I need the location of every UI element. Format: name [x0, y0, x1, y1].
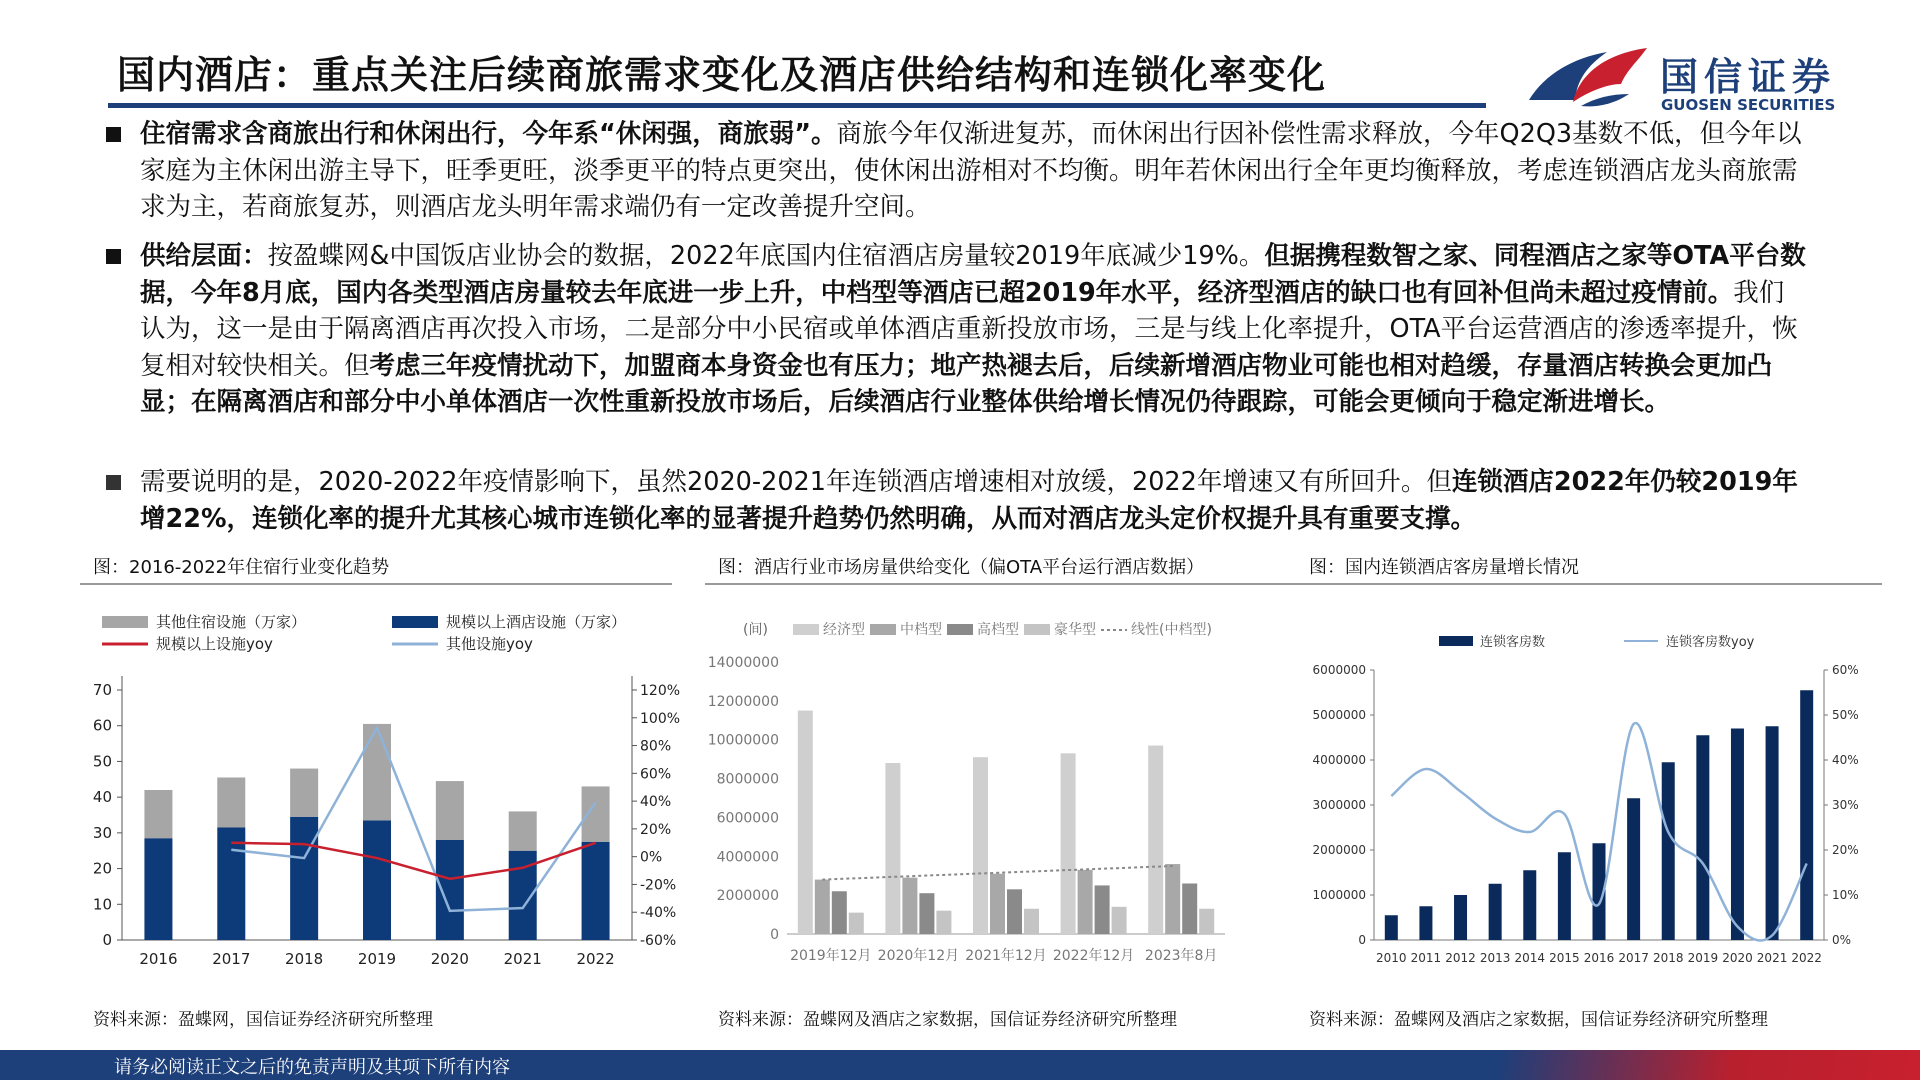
y2-tick-label: -20% — [640, 877, 677, 894]
text-segment: 考虑三年疫情扰动下，加盟商本身资金也有压力；地产热褪去后，后续新增酒店物业可能也相对趋缓，存量酒店转换会更加凸显；在隔离酒店和部分中小单体酒店一次性重新投放市场后，后续酒店行业整体供给增长情况仍待跟踪，可能会更倾向于稳定渐进增长。 — [140, 350, 1773, 417]
x-tick-label: 2013 — [1479, 951, 1511, 965]
y2-tick-label: 60% — [640, 766, 672, 783]
chart-room-supply — [705, 600, 1295, 985]
y2-tick-label: 40% — [640, 794, 672, 811]
text-segment: 供给层面： — [140, 241, 268, 271]
bullet-square-icon — [106, 249, 121, 264]
bar-高档型 — [832, 891, 847, 934]
y-tick-label: 6000000 — [716, 810, 779, 827]
bar-chain-rooms — [1731, 729, 1744, 941]
bar-other-facilities — [363, 724, 391, 820]
bar-高档型 — [1095, 885, 1110, 934]
bar-other-facilities — [217, 778, 245, 828]
logo-text-cn: 国信证券 — [1660, 55, 1837, 99]
y-tick-label: 4000000 — [716, 849, 779, 866]
y-tick-label: 2000000 — [1312, 843, 1366, 857]
bar-豪华型 — [1112, 907, 1127, 934]
paragraph-demand — [106, 116, 1806, 226]
footer-accent — [1500, 1050, 1920, 1080]
text-segment: 连锁酒店2022年仍较2019年增22%，连锁化率的提升尤其核心城市连锁化率的显著提升趋势仍然明确，从而对酒店龙头定价权提升具有重要支撑。 — [140, 467, 1798, 534]
y-tick-label: 60 — [92, 716, 112, 735]
y-tick-label: 3000000 — [1312, 798, 1366, 812]
chart3-source: 资料来源：盈蝶网及酒店之家数据，国信证券经济研究所整理 — [1309, 1010, 1768, 1030]
y-tick-label: 0 — [1358, 933, 1366, 947]
text-segment: 但据携程数智之家、同程酒店之家等OTA平台数据，今年8月底，国内各类型酒店房量较去年底进一步上升，中档型等酒店已超2019年水平，经济型酒店的缺口也有回补但尚未超过疫情前。 — [140, 241, 1806, 308]
bar-中档型 — [815, 880, 830, 934]
bar-经济型 — [885, 763, 900, 934]
x-tick-label: 2015 — [1549, 951, 1580, 965]
y-tick-label: 1000000 — [1312, 888, 1366, 902]
legend-swatch — [102, 616, 148, 628]
y2-tick-label: 20% — [640, 821, 672, 838]
chart1-divider — [80, 583, 672, 585]
y-tick-label: 8000000 — [716, 771, 779, 788]
chart1-caption: 图：2016-2022年住宿行业变化趋势 — [93, 557, 390, 578]
bar-高档型 — [919, 893, 934, 934]
y2-tick-label: 80% — [640, 738, 672, 755]
y-tick-label: 14000000 — [707, 655, 779, 671]
legend-swatch — [1439, 636, 1473, 646]
legend-label: 高档型 — [977, 622, 1019, 638]
legend-label: 其他设施yoy — [446, 635, 533, 653]
bar-经济型 — [973, 757, 988, 934]
bar-高档型 — [1182, 883, 1197, 934]
y2-tick-label: 0% — [1832, 933, 1852, 947]
text-segment: 需要说明的是，2020-2022年疫情影响下，虽然2020-2021年连锁酒店增速相对放缓，2022年增速又有所回升。但 — [140, 467, 1452, 497]
bar-other-facilities — [582, 786, 610, 841]
x-tick-label: 2018 — [1652, 951, 1684, 965]
legend-label: 连锁客房数yoy — [1666, 635, 1755, 650]
x-tick-label: 2014 — [1514, 951, 1546, 965]
x-tick-label: 2016 — [1583, 951, 1615, 965]
bar-中档型 — [990, 874, 1005, 934]
legend-swatch — [392, 616, 438, 628]
y-tick-label: 4000000 — [1312, 753, 1366, 767]
x-tick-label: 2019 — [357, 950, 397, 968]
x-tick-label: 2022 — [1791, 951, 1822, 965]
bar-hotel-facilities — [436, 840, 464, 940]
bar-高档型 — [1007, 889, 1022, 934]
paragraph-text — [140, 238, 1806, 421]
bar-中档型 — [902, 878, 917, 934]
legend-label: 规模以上酒店设施（万家） — [446, 613, 627, 631]
y2-tick-label: 0% — [640, 849, 663, 866]
bar-chain-rooms — [1766, 726, 1779, 940]
bar-hotel-facilities — [363, 820, 391, 940]
guosen-logo-icon — [1525, 40, 1655, 120]
bar-chain-rooms — [1627, 798, 1640, 940]
x-tick-label: 2016 — [139, 950, 178, 968]
bar-中档型 — [1078, 870, 1093, 934]
x-tick-label: 2022 — [576, 950, 615, 968]
x-tick-label: 2017 — [1618, 951, 1649, 965]
text-segment: 我们认为，这一是由于隔离酒店再次投入市场，二是部分中小民宿或单体酒店重新投放市场，三是与线上化率提升，OTA平台运营酒店的渗透率提升，恢复相对较快相关。但 — [140, 277, 1798, 381]
y-tick-label: 10 — [92, 895, 112, 914]
y2-tick-label: -40% — [640, 905, 677, 922]
chart2-source: 资料来源：盈蝶网及酒店之家数据，国信证券经济研究所整理 — [718, 1010, 1177, 1030]
guosen-logo — [1525, 40, 1837, 120]
text-segment: 按盈蝶网&中国饭店业协会的数据，2022年底国内住宿酒店房量较2019年底减少19%。 — [267, 241, 1265, 271]
bar-other-facilities — [509, 811, 537, 850]
x-tick-label: 2020 — [430, 950, 469, 968]
paragraph-text — [140, 116, 1806, 226]
y-tick-label: 12000000 — [707, 693, 779, 710]
y-tick-label: 10000000 — [707, 732, 779, 749]
y-tick-label: 6000000 — [1312, 663, 1366, 677]
bar-hotel-facilities — [290, 817, 318, 940]
paragraph-chain-rate — [106, 464, 1806, 537]
footer-disclaimer: 请务必阅读正文之后的免责声明及其项下所有内容 — [114, 1057, 510, 1078]
legend-swatch — [870, 624, 896, 635]
bar-other-facilities — [436, 781, 464, 840]
legend-label: 中档型 — [900, 622, 942, 638]
x-tick-label: 2021 — [503, 950, 542, 968]
legend-label: 经济型 — [823, 622, 865, 638]
bar-经济型 — [1061, 753, 1076, 934]
bar-other-facilities — [290, 769, 318, 817]
bar-chain-rooms — [1696, 735, 1709, 940]
y2-tick-label: -60% — [640, 933, 677, 949]
y-tick-label: 30 — [92, 823, 112, 842]
text-segment: 住宿需求含商旅出行和休闲出行，今年系“休闲强，商旅弱”。 — [140, 119, 837, 149]
y-tick-label: 20 — [92, 859, 112, 878]
x-tick-label: 2021年12月 — [965, 948, 1047, 964]
legend-swatch — [1024, 624, 1050, 635]
bar-chain-rooms — [1454, 895, 1467, 940]
bar-豪华型 — [1199, 909, 1214, 934]
y2-tick-label: 120% — [640, 683, 681, 699]
bar-hotel-facilities — [217, 828, 245, 941]
bar-豪华型 — [936, 911, 951, 934]
x-tick-label: 2019 — [1687, 951, 1719, 965]
logo-text-en: GUOSEN SECURITIES — [1661, 96, 1836, 114]
x-tick-label: 2017 — [212, 950, 251, 968]
chart-lodging-trend — [80, 600, 681, 985]
x-tick-label: 2012 — [1445, 951, 1476, 965]
chart3-divider — [1294, 583, 1882, 585]
x-tick-label: 2021 — [1756, 951, 1788, 965]
bar-hotel-facilities — [582, 842, 610, 940]
x-tick-label: 2020年12月 — [877, 948, 960, 964]
bar-豪华型 — [849, 913, 864, 934]
paragraph-text — [140, 464, 1806, 537]
bar-hotel-facilities — [144, 838, 172, 940]
bar-chain-rooms — [1523, 870, 1536, 940]
page-title: 国内酒店：重点关注后续商旅需求变化及酒店供给结构和连锁化率变化 — [117, 53, 1327, 97]
x-tick-label: 2011 — [1410, 951, 1442, 965]
y2-tick-label: 60% — [1832, 663, 1859, 677]
bar-中档型 — [1165, 864, 1180, 934]
legend-label: 线性(中档型) — [1131, 622, 1212, 638]
y-tick-label: 50 — [92, 752, 112, 771]
x-tick-label: 2020 — [1722, 951, 1753, 965]
bar-other-facilities — [144, 790, 172, 838]
chart-chain-rooms — [1294, 600, 1884, 985]
bar-chain-rooms — [1662, 762, 1675, 940]
bar-chain-rooms — [1489, 884, 1502, 940]
legend-label: 规模以上设施yoy — [156, 635, 273, 653]
title-underline — [108, 103, 1486, 108]
x-tick-label: 2010 — [1376, 951, 1407, 965]
y-tick-label: 5000000 — [1312, 708, 1366, 722]
y-tick-label: 0 — [770, 927, 779, 943]
y2-tick-label: 100% — [640, 710, 681, 727]
x-tick-label: 2018 — [285, 950, 324, 968]
y2-tick-label: 10% — [1832, 888, 1859, 902]
text-segment: 商旅今年仅渐进复苏，而休闲出行因补偿性需求释放，今年Q2Q3基数不低，但今年以家庭为主休闲出游主导下，旺季更旺，淡季更平的特点更突出，使休闲出游相对不均衡。明年若休闲出行全年更均衡释放，考虑连锁酒店龙头商旅需求为主，若商旅复苏，则酒店龙头明年需求端仍有一定改善提升空间。 — [140, 119, 1802, 222]
x-tick-label: 2023年8月 — [1144, 948, 1218, 964]
y-tick-label: 40 — [92, 788, 112, 807]
y2-tick-label: 30% — [1832, 798, 1859, 812]
line-other-yoy — [231, 728, 595, 911]
x-tick-label: 2022年12月 — [1052, 948, 1135, 964]
line-hotel-yoy — [231, 843, 595, 879]
bar-chain-rooms — [1800, 690, 1813, 940]
paragraph-supply — [106, 238, 1806, 421]
y-tick-label: 70 — [92, 681, 112, 699]
chart3-caption: 图：国内连锁酒店客房量增长情况 — [1309, 557, 1579, 578]
bar-豪华型 — [1024, 909, 1039, 934]
bar-chain-rooms — [1385, 915, 1398, 940]
bar-经济型 — [1148, 746, 1163, 934]
x-tick-label: 2019年12月 — [790, 948, 872, 964]
y2-tick-label: 40% — [1832, 753, 1859, 767]
y2-tick-label: 20% — [1832, 843, 1859, 857]
y2-tick-label: 50% — [1832, 708, 1859, 722]
y-tick-label: 0 — [102, 931, 112, 949]
bullet-square-icon — [106, 127, 121, 142]
footer-bar — [0, 1050, 1920, 1080]
legend-swatch — [947, 624, 973, 635]
bullet-square-icon — [106, 475, 121, 490]
chart1-source: 资料来源：盈蝶网，国信证券经济研究所整理 — [93, 1010, 433, 1030]
bar-chain-rooms — [1558, 852, 1571, 940]
legend-swatch — [793, 624, 819, 635]
chart2-divider — [705, 583, 1295, 585]
y-tick-label: 2000000 — [716, 888, 779, 905]
bar-经济型 — [798, 711, 813, 934]
legend-label: 其他住宿设施（万家） — [156, 613, 307, 631]
legend-label: 连锁客房数 — [1480, 635, 1546, 650]
y-unit-label: (间) — [743, 622, 768, 638]
chart2-caption: 图：酒店行业市场房量供给变化（偏OTA平台运行酒店数据） — [718, 557, 1205, 578]
legend-label: 豪华型 — [1054, 622, 1096, 638]
bar-chain-rooms — [1419, 906, 1432, 940]
